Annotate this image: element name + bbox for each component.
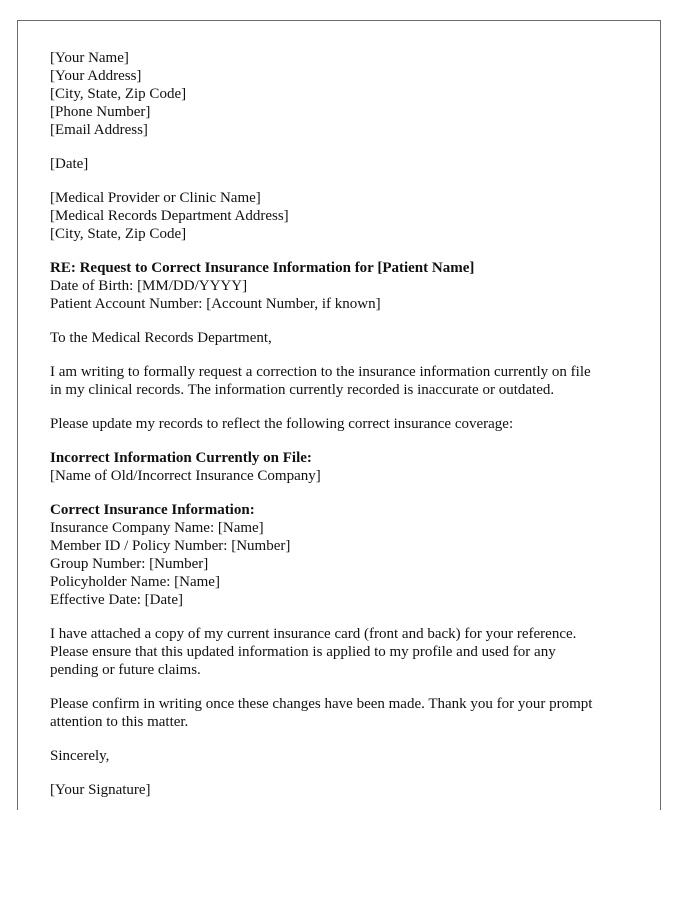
salutation-text: To the Medical Records Department, <box>50 330 272 346</box>
paragraph-update-text: Please update my records to reflect the following correct insurance coverage: <box>50 416 514 432</box>
paragraph-confirm-line-1: Please confirm in writing once these changes have been made. Thank you for your prompt <box>50 696 593 712</box>
paragraph-attachment <box>50 625 640 679</box>
date-block <box>50 155 640 173</box>
paragraph-update <box>50 415 640 433</box>
paragraph-attachment-line-1: I have attached a copy of my current insurance card (front and back) for your reference. <box>50 626 577 642</box>
sender-address: [Your Address] <box>50 68 142 84</box>
correct-info-policyholder: Policyholder Name: [Name] <box>50 574 220 590</box>
sender-email: [Email Address] <box>50 122 148 138</box>
correct-info-effective-date: Effective Date: [Date] <box>50 592 183 608</box>
paragraph-request-line-1: I am writing to formally request a correction to the insurance information currently on file <box>50 364 591 380</box>
letter-body <box>50 49 640 799</box>
paragraph-confirm-line-2: attention to this matter. <box>50 714 189 730</box>
signature-block <box>50 781 640 799</box>
sender-block <box>50 49 640 139</box>
paragraph-attachment-line-2: Please ensure that this updated information is applied to my profile and used for any <box>50 644 556 660</box>
recipient-block <box>50 189 640 243</box>
letter-date: [Date] <box>50 156 89 172</box>
subject-block <box>50 259 640 313</box>
sender-phone: [Phone Number] <box>50 104 151 120</box>
salutation <box>50 329 640 347</box>
paragraph-confirm <box>50 695 640 731</box>
sender-name: [Your Name] <box>50 50 129 66</box>
paragraph-attachment-line-3: pending or future claims. <box>50 662 201 678</box>
subject-re-line: RE: Request to Correct Insurance Information for [Patient Name] <box>50 260 475 276</box>
subject-dob-line: Date of Birth: [MM/DD/YYYY] <box>50 278 248 294</box>
correct-info-member-id: Member ID / Policy Number: [Number] <box>50 538 291 554</box>
letter-page <box>17 20 661 810</box>
incorrect-info-value: [Name of Old/Incorrect Insurance Company] <box>50 468 321 484</box>
recipient-city-state-zip: [City, State, Zip Code] <box>50 226 187 242</box>
signature-placeholder: [Your Signature] <box>50 782 151 798</box>
correct-info-section <box>50 501 640 609</box>
paragraph-request-line-2: in my clinical records. The information currently recorded is inaccurate or outdated. <box>50 382 555 398</box>
recipient-name: [Medical Provider or Clinic Name] <box>50 190 261 206</box>
correct-info-group: Group Number: [Number] <box>50 556 209 572</box>
subject-account-line: Patient Account Number: [Account Number, if known] <box>50 296 381 312</box>
incorrect-info-section <box>50 449 640 485</box>
recipient-address: [Medical Records Department Address] <box>50 208 289 224</box>
paragraph-request <box>50 363 640 399</box>
correct-info-company: Insurance Company Name: [Name] <box>50 520 264 536</box>
incorrect-info-heading: Incorrect Information Currently on File: <box>50 450 312 466</box>
sender-city-state-zip: [City, State, Zip Code] <box>50 86 187 102</box>
correct-info-heading: Correct Insurance Information: <box>50 502 255 518</box>
closing <box>50 747 640 765</box>
closing-text: Sincerely, <box>50 748 110 764</box>
